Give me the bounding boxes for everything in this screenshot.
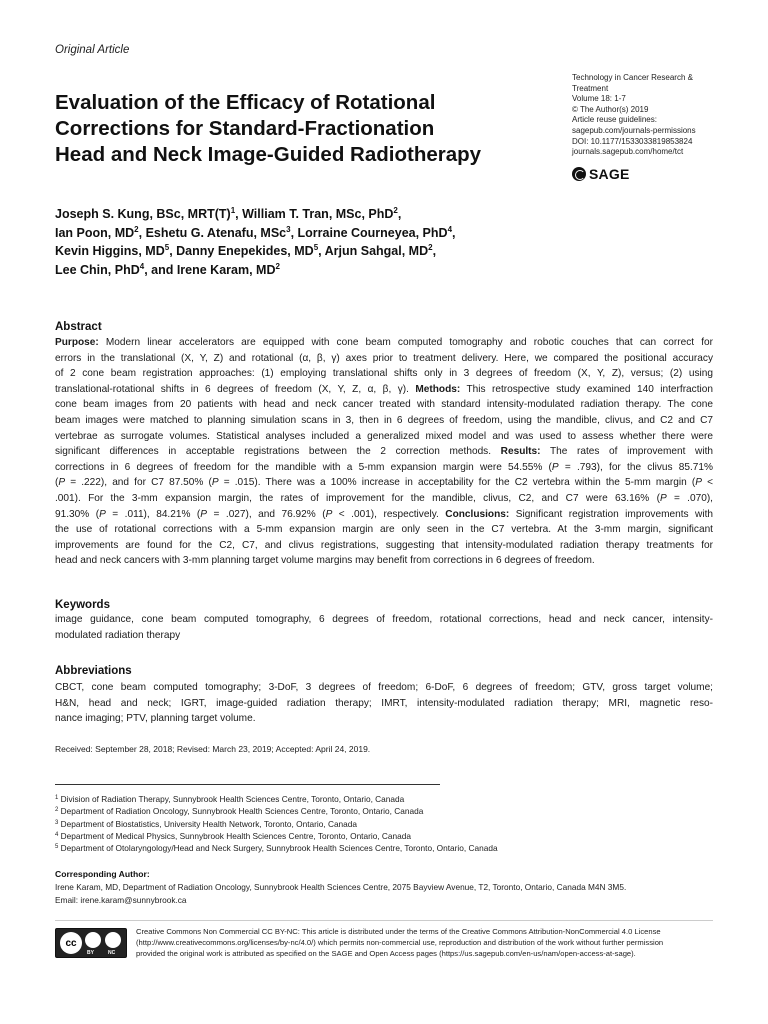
abstract-text: = .793), for the clivus 85.71% [558, 461, 713, 473]
nc-label: NC [108, 950, 116, 956]
abstract-text: translational-rotational shifts in 6 degrees of freedom (X, Y, Z, α, β, γ). [55, 383, 416, 395]
abstract-line [55, 397, 713, 413]
journal-info-line: Article reuse guidelines: [572, 115, 657, 125]
author-name: Danny Enepekides, MD [176, 244, 314, 258]
p-value-symbol: P [58, 477, 66, 489]
keywords-heading: Keywords [55, 599, 110, 611]
author-affiliation-mark: 1 [230, 206, 236, 215]
cc-icon: cc [60, 932, 82, 954]
author-affiliation-mark: 3 [286, 224, 291, 234]
sage-wordmark: SAGE [589, 166, 630, 182]
author-name: Arjun Sahgal, MD [324, 244, 429, 258]
by-label: BY [87, 950, 94, 956]
affiliation-item [55, 805, 498, 817]
corresponding-author-line: Email: irene.karam@sunnybrook.ca [55, 894, 187, 905]
title-line: Evaluation of the Efficacy of Rotational [55, 91, 436, 114]
abstract-line [55, 475, 713, 491]
abstract-text: = .011), 84.21% ( [105, 508, 201, 520]
affiliation-number: 3 [55, 819, 59, 826]
author-name: Ian Poon, MD [55, 225, 135, 240]
abstract-line [55, 444, 713, 460]
journal-info-line: DOI: 10.1177/1533033819853824 [572, 136, 693, 146]
abstract-text: head and neck cancers with 3-mm planning target volume margins may benefit from corrections in 6 degrees of freedom. [55, 555, 595, 567]
abstract-line [55, 351, 713, 367]
title-line: Corrections for Standard-Fractionation [55, 117, 435, 140]
affiliation-number: 2 [55, 807, 59, 814]
journal-info-line: journals.sagepub.com/home/tct [572, 147, 684, 157]
abstract-text: < [701, 477, 713, 489]
abstract-text: = .027), and 76.92% ( [207, 508, 326, 520]
author-affiliation-mark: 2 [275, 261, 280, 271]
abstract-line [55, 522, 713, 538]
author-name: Eshetu G. Atenafu, MSc [145, 225, 287, 240]
abstract-text: corrections in 6 degrees of freedom for the mandible with a 5-mm expansion margin were 54.55% ( [55, 461, 552, 473]
author-name: Lee Chin, PhD [55, 262, 140, 277]
author-name: Lorraine Courneyea, PhD [297, 225, 448, 240]
publisher-logo [572, 166, 629, 182]
license-text [136, 926, 713, 959]
abstract-text: Modern linear accelerators are equipped with cone beam computed tomography and robotic couches that can correct for [98, 337, 713, 348]
abstract-line [55, 335, 713, 351]
abstract-text: beam images were matched to planning simulation scans in 3, then in 6 degrees of freedom, using the mandible, clivus, and C2 and C7 [55, 414, 713, 426]
affiliation-list [55, 793, 498, 854]
license-divider [55, 920, 713, 921]
author-affiliation-mark: 5 [313, 243, 319, 252]
author-name: Kevin Higgins, MD [55, 244, 165, 258]
journal-info [572, 73, 732, 158]
abbreviations-line: nance imaging; PTV, planning target volume. [55, 713, 256, 725]
keywords-line: modulated radiation therapy [55, 629, 181, 641]
affiliation-number: 1 [55, 795, 59, 801]
p-value-symbol: P [211, 477, 219, 489]
abstract-text: cone beam images from 20 patients with head and neck cancer treated with standard intensity-modulated radiation therapy. The cone [55, 399, 713, 411]
noncommercial-icon [105, 932, 121, 948]
attribution-icon [85, 932, 101, 948]
footnote-divider [55, 784, 440, 785]
abstract-text: errors in the translational (X, Y, Z) and rotational (α, β, γ) axes prior to treatment delivery. Here, we compared the positional accuracy [55, 352, 713, 364]
abstract-line [55, 460, 713, 476]
affiliation-item [55, 793, 498, 805]
abstract-text: the use of rotational corrections with a 5-mm expansion margin are only seen in the C7 vertebra. At the 3-mm margin, significant [55, 524, 713, 536]
corresponding-author-details [55, 881, 626, 906]
abstract-text: = .015). There was a 100% increase in acceptability for the C2 vertebra within the 5-mm margin ( [218, 477, 696, 489]
abstract-heading: Abstract [55, 321, 102, 333]
abbreviations-body [55, 680, 713, 727]
abstract-section-label: Methods: [415, 383, 461, 395]
author-name: William T. Tran, MSc, PhD [242, 207, 394, 221]
license-line: provided the original work is attributed as specified on the SAGE and Open Access pages (https://us.sagepub.com/en-us/nam/open-access-at-sage). [136, 949, 636, 958]
abstract-text: improvements are found for the C2, C7, and clivus registrations, suggesting that intensity-modulated radiation therapy treatments for [55, 539, 713, 551]
abstract-section-label: Conclusions: [445, 508, 510, 520]
affiliation-text: Department of Medical Physics, Sunnybrook Health Sciences Centre, Toronto, Ontario, Canada [60, 830, 411, 841]
affiliation-item [55, 842, 498, 854]
p-value-symbol: P [659, 492, 667, 504]
abstract-text: Significant registration improvements with [509, 508, 713, 520]
p-value-symbol: P [551, 461, 559, 473]
author-affiliation-mark: 4 [139, 261, 145, 271]
abstract-line [55, 382, 713, 398]
corresponding-author-line: Irene Karam, MD, Department of Radiation Oncology, Sunnybrook Health Sciences Centre, 2075 Bayview Avenue, T2, Toronto, Ontario, Canada M4N 3M5. [55, 882, 627, 892]
affiliation-number: 5 [55, 844, 59, 851]
article-title [55, 90, 555, 168]
author-line: Kevin Higgins, $MD^5$, Danny Enepekides, $MD^5$, Arjun Sahgal, $MD^2$, [55, 243, 437, 258]
abstract-text: 91.30% ( [55, 508, 100, 520]
abstract-body [55, 335, 713, 569]
journal-info-line: Volume 18: 1-7 [572, 94, 626, 104]
abbreviations-line: CBCT, cone beam computed tomography; 3-DoF, 3 degrees of freedom; 6-DoF, 6 degrees of freedom; GTV, gross target volume; [55, 682, 713, 693]
abstract-line [55, 491, 713, 507]
affiliation-item [55, 818, 498, 830]
abstract-section-label: Results: [500, 446, 541, 458]
received-dates: Received: September 28, 2018; Revised: March 23, 2019; Accepted: April 24, 2019. [55, 744, 371, 754]
p-value-symbol: P [695, 477, 702, 489]
author-affiliation-mark: 5 [164, 243, 170, 252]
abstract-text: = .070), [666, 492, 713, 504]
license-line: (http://www.creativecommons.org/licenses/by-nc/4.0/) which permits non-commercial use, reproduction and distribution of the work without further permission [136, 938, 664, 947]
author-affiliation-mark: 2 [393, 206, 398, 215]
abbreviations-line: H&N, head and neck; IGRT, image-guided radiation therapy; IMRT, intensity-modulated radiation therapy; MRI, magnetic reso- [55, 697, 713, 709]
p-value-symbol: P [200, 508, 208, 520]
journal-info-line: Treatment [572, 83, 609, 93]
author-affiliation-mark: 2 [134, 224, 139, 234]
keywords-line: image guidance, cone beam computed tomography, 6 degrees of freedom, rotational corrections, head and neck cancer, intensity- [55, 614, 713, 625]
affiliation-text: Department of Biostatistics, University Health Network, Toronto, Ontario, Canada [60, 818, 358, 829]
license-line: Creative Commons Non Commercial CC BY-NC: This article is distributed under the terms of the Creative Commons Attribution-NonCommercial 4.0 License [136, 927, 661, 936]
abstract-line [55, 538, 713, 554]
title-line: Head and Neck Image-Guided Radiotherapy [55, 143, 482, 166]
author-line: Joseph S. Kung, BSc, $MRT(T)^1$, William T. Tran, MSc, PhD$^2$, [55, 206, 402, 221]
abstract-line [55, 366, 713, 382]
abstract-text: significant differences in acceptable registrations between the 2 correction methods. [55, 446, 501, 458]
affiliation-text: Department of Otolaryngology/Head and Neck Surgery, Sunnybrook Health Sciences Centre, Toronto, Ontario, Canada [60, 843, 498, 854]
article-type: Original Article [55, 44, 130, 56]
affiliation-number: 4 [55, 831, 59, 838]
p-value-symbol: P [325, 508, 333, 520]
keywords-body [55, 612, 713, 643]
author-affiliation-mark: 4 [447, 224, 453, 234]
author-affiliation-mark: 2 [428, 243, 433, 252]
author-name: and Irene Karam, MD [151, 262, 276, 277]
author-list [55, 205, 575, 279]
abstract-text: This retrospective study examined 140 interfraction [460, 383, 713, 395]
cc-license-badge[interactable] [55, 928, 127, 958]
journal-info-line: © The Author(s) 2019 [572, 104, 649, 114]
sage-mark-icon [572, 167, 586, 181]
author-name: Joseph S. Kung, BSc, MRT(T) [55, 207, 231, 221]
affiliation-text: Division of Radiation Therapy, Sunnybrook Health Sciences Centre, Toronto, Ontario, Canada [60, 794, 405, 804]
abstract-text: ( [55, 477, 59, 489]
corresponding-author-heading: Corresponding Author: [55, 869, 150, 879]
abstract-text: The rates of improvement with [540, 446, 713, 458]
affiliation-item [55, 830, 498, 842]
abstract-line [55, 413, 713, 429]
abstract-line [55, 553, 713, 569]
abbreviations-heading: Abbreviations [55, 665, 132, 677]
affiliation-text: Department of Radiation Oncology, Sunnybrook Health Sciences Centre, Toronto, Ontario, Canada [60, 806, 424, 817]
author-line: Lee Chin, PhD$^4$, and Irene Karam, $MD^2$ [55, 261, 280, 277]
abstract-text: of 2 cone beam registration approaches: (1) employing translational shifts only in 3 degrees of freedom (X, Y, Z), versus; (2) using [55, 368, 713, 380]
journal-info-line: sagepub.com/journals-permissions [572, 125, 696, 135]
abstract-line [55, 429, 713, 445]
abstract-line [55, 507, 713, 523]
abstract-text: = .222), and for C7 87.50% ( [65, 477, 212, 489]
abstract-section-label: Purpose: [55, 337, 99, 348]
abstract-text: .001). For the 3-mm expansion margin, the rates of improvement for the mandible, clivus, C2, and C7 were 63.16% ( [55, 492, 660, 504]
p-value-symbol: P [99, 508, 106, 520]
abstract-text: vertebrae as surrogate volumes. Statistical analyses included a generalized mixed model and was used to assess whether there were [55, 430, 713, 442]
author-line: Ian Poon, $MD^2$, Eshetu G. Atenafu, MSc$^3$, Lorraine Courneyea, PhD$^4$, [55, 224, 456, 240]
abstract-text: < .001), respectively. [332, 508, 446, 520]
journal-info-line: Technology in Cancer Research & [572, 73, 693, 82]
